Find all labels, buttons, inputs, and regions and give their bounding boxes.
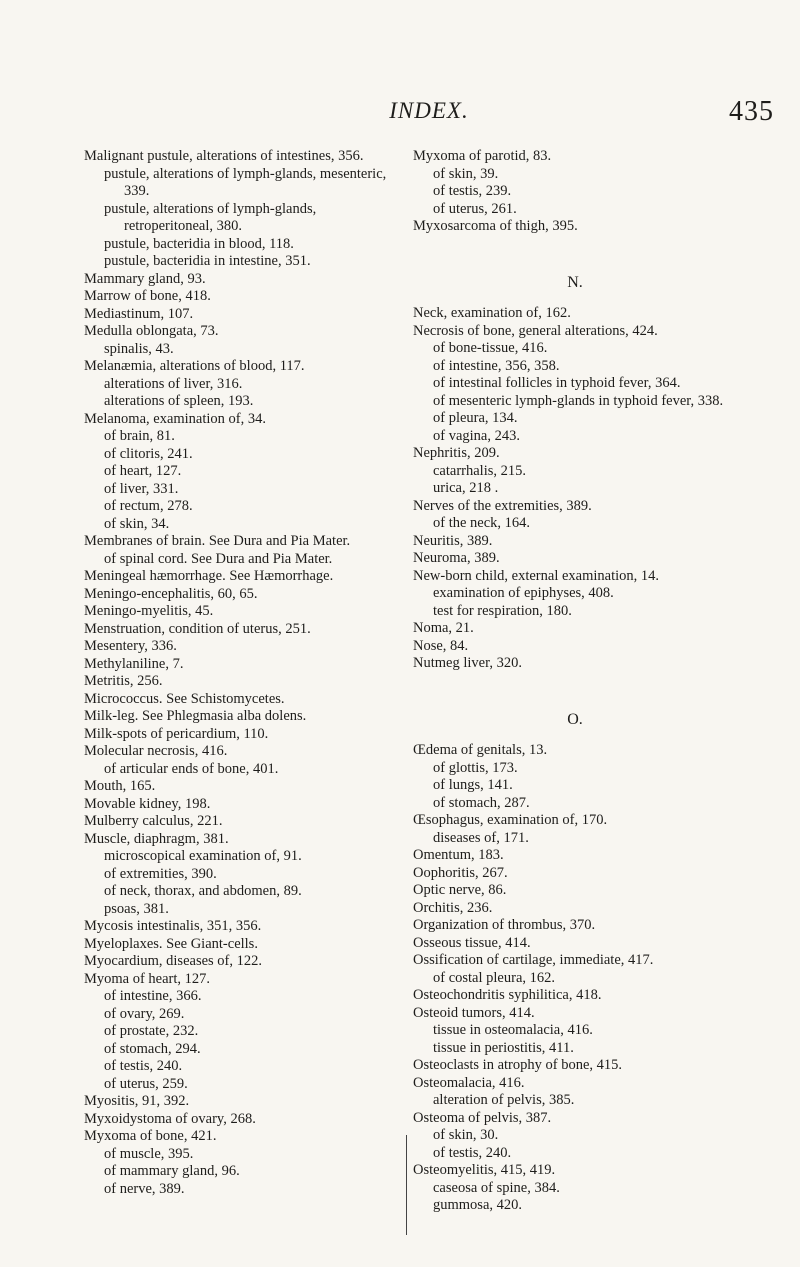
index-subentry: of skin, 34. <box>104 515 170 532</box>
index-subentry: alterations of spleen, 193. <box>104 393 254 409</box>
index-subentry: of stomach, 294. <box>104 1040 201 1057</box>
index-entry: Omentum, 183. <box>413 847 504 863</box>
index-entry: Metritis, 256. <box>84 673 163 689</box>
index-subentry: of intestine, 356, 358. <box>433 357 560 374</box>
index-entry: Osteochondritis syphilitica, 418. <box>413 987 602 1003</box>
index-entry: Optic nerve, 86. <box>413 882 507 898</box>
index-entry: Medulla oblongata, 73. <box>84 323 219 339</box>
index-subentry: of muscle, 395. <box>104 1145 194 1162</box>
index-entry: Noma, 21. <box>413 620 474 636</box>
index-entry: Necrosis of bone, general alterations, 424. <box>413 322 658 339</box>
index-subentry: of prostate, 232. <box>104 1023 199 1039</box>
index-entry: Melanoma, examination of, 34. <box>84 410 267 427</box>
index-entry: Methylaniline, 7. <box>84 655 184 672</box>
index-entry: Movable kidney, 198. <box>84 795 211 812</box>
index-subentry: of bone-tissue, 416. <box>433 340 548 356</box>
index-subentry: of testis, 240. <box>104 1058 183 1074</box>
index-entry: Organization of thrombus, 370. <box>413 917 596 933</box>
index-subentry: pustule, alterations of lymph-glands, mesenteric, 339. <box>104 165 387 199</box>
index-entry: Orchitis, 236. <box>413 899 493 916</box>
index-entry: Osteoma of pelvis, 387. <box>413 1109 552 1126</box>
index-entry: Micrococcus. See Schistomycetes. <box>84 690 285 707</box>
index-subentry: of skin, 39. <box>433 165 499 182</box>
page-title: INDEX. <box>389 98 469 123</box>
index-subentry: pustule, bacteridia in intestine, 351. <box>104 253 311 269</box>
index-subentry: alteration of pelvis, 385. <box>433 1092 575 1108</box>
index-subentry: test for respiration, 180. <box>433 602 572 619</box>
index-entry: Osteoid tumors, 414. <box>413 1004 535 1021</box>
index-subentry: examination of epiphyses, 408. <box>433 585 614 601</box>
index-entry: Neuritis, 389. <box>413 532 493 549</box>
index-subentry: of uterus, 261. <box>433 200 517 217</box>
index-subentry: of spinal cord. See Dura and Pia Mater. <box>104 550 333 567</box>
index-entry: Nutmeg liver, 320. <box>413 655 522 671</box>
index-subentry: of glottis, 173. <box>433 759 518 776</box>
index-subentry: catarrhalis, 215. <box>433 462 527 479</box>
index-subentry: of stomach, 287. <box>433 794 530 811</box>
index-entry: Mulberry calculus, 221. <box>84 813 223 829</box>
index-section-m-continued <box>413 148 737 236</box>
index-subentry: urica, 218 . <box>433 480 499 496</box>
index-entry: Oophoritis, 267. <box>413 864 508 881</box>
index-subentry: of rectum, 278. <box>104 498 193 514</box>
index-entry: Milk-leg. See Phlegmasia alba dolens. <box>84 708 307 724</box>
index-subentry: psoas, 381. <box>104 900 169 917</box>
index-column-right <box>413 148 737 1215</box>
index-entry: Myxosarcoma of thigh, 395. <box>413 218 578 234</box>
index-subentry: of pleura, 134. <box>433 410 518 426</box>
index-subentry: of testis, 239. <box>433 183 512 199</box>
index-entry: Osseous tissue, 414. <box>413 934 531 951</box>
page-header <box>84 96 774 132</box>
index-subentry: of heart, 127. <box>104 463 182 479</box>
index-entry: Meningeal hæmorrhage. See Hæmorrhage. <box>84 568 334 584</box>
index-entry: Myositis, 91, 392. <box>84 1093 190 1109</box>
index-subentry: of mesenteric lymph-glands in typhoid fever, 338. <box>433 392 724 409</box>
index-entry: Myxoma of parotid, 83. <box>413 148 552 164</box>
index-entry: Œdema of genitals, 13. <box>413 742 548 758</box>
index-entry: Myocardium, diseases of, 122. <box>84 953 262 969</box>
index-subentry: of lungs, 141. <box>433 777 513 793</box>
index-subentry: microscopical examination of, 91. <box>104 848 302 864</box>
index-subentry: of the neck, 164. <box>433 515 531 531</box>
index-entry: Nerves of the extremities, 389. <box>413 497 592 514</box>
index-entry: Meningo-encephalitis, 60, 65. <box>84 585 258 602</box>
index-subentry: of articular ends of bone, 401. <box>104 760 279 777</box>
index-entry: Myeloplaxes. See Giant-cells. <box>84 935 258 952</box>
index-entry: Marrow of bone, 418. <box>84 288 211 304</box>
index-subentry: of clitoris, 241. <box>104 445 193 462</box>
index-entry: Osteomalacia, 416. <box>413 1074 525 1091</box>
index-entry: Myxoidystoma of ovary, 268. <box>84 1110 256 1127</box>
index-subentry: alterations of liver, 316. <box>104 375 243 392</box>
section-heading-n: N. <box>567 273 583 291</box>
index-entry: Neck, examination of, 162. <box>413 305 571 321</box>
index-subentry: of neck, thorax, and abdomen, 89. <box>104 883 302 899</box>
index-subentry: tissue in periostitis, 411. <box>433 1039 574 1056</box>
index-entry: Ossification of cartilage, immediate, 417. <box>413 952 654 968</box>
index-column-left <box>84 148 402 1198</box>
index-entry: Neuroma, 389. <box>413 550 500 566</box>
index-entry: Membranes of brain. See Dura and Pia Mater. <box>84 533 351 549</box>
index-entry: Mediastinum, 107. <box>84 305 194 322</box>
index-entry: Osteomyelitis, 415, 419. <box>413 1162 556 1178</box>
index-entry: New-born child, external examination, 14. <box>413 567 660 584</box>
index-subentry: of intestine, 366. <box>104 988 202 1004</box>
index-subentry: of nerve, 389. <box>104 1180 185 1197</box>
index-subentry: of skin, 30. <box>433 1127 499 1143</box>
index-entry: Œsophagus, examination of, 170. <box>413 812 608 828</box>
index-subentry: of intestinal follicles in typhoid fever, 364. <box>433 375 681 391</box>
index-subentry: pustule, alterations of lymph-glands, retroperitoneal, 380. <box>104 200 317 234</box>
index-subentry: of uterus, 259. <box>104 1075 188 1092</box>
index-entry: Nose, 84. <box>413 637 469 654</box>
index-subentry: diseases of, 171. <box>433 829 529 846</box>
index-entry: Meningo-myelitis, 45. <box>84 603 214 619</box>
index-entry: Myxoma of bone, 421. <box>84 1128 217 1144</box>
index-entry: Myoma of heart, 127. <box>84 970 211 987</box>
index-section-n <box>413 305 737 673</box>
index-entry: Muscle, diaphragm, 381. <box>84 830 229 847</box>
index-entry: Osteoclasts in atrophy of bone, 415. <box>413 1057 623 1073</box>
index-entry: Mycosis intestinalis, 351, 356. <box>84 918 262 934</box>
index-entry: Mammary gland, 93. <box>84 270 206 287</box>
index-subentry: spinalis, 43. <box>104 340 174 357</box>
index-subentry: of brain, 81. <box>104 428 175 444</box>
index-subentry: of vagina, 243. <box>433 427 520 444</box>
index-entry: Malignant pustule, alterations of intestines, 356. <box>84 148 364 164</box>
index-subentry: of costal pleura, 162. <box>433 969 556 986</box>
section-heading-o: O. <box>567 710 583 728</box>
index-entry: Melanæmia, alterations of blood, 117. <box>84 358 305 374</box>
index-entry: Mouth, 165. <box>84 778 156 794</box>
index-entry: Milk-spots of pericardium, 110. <box>84 725 269 742</box>
index-subentry: caseosa of spine, 384. <box>433 1179 560 1196</box>
index-subentry: of testis, 240. <box>433 1144 512 1161</box>
index-subentry: of mammary gland, 96. <box>104 1163 240 1179</box>
index-entry: Molecular necrosis, 416. <box>84 743 228 759</box>
index-subentry: of ovary, 269. <box>104 1005 185 1022</box>
index-entry: Nephritis, 209. <box>413 445 500 461</box>
page-number: 435 <box>729 96 774 127</box>
index-entry: Menstruation, condition of uterus, 251. <box>84 620 311 637</box>
index-subentry: gummosa, 420. <box>433 1197 523 1213</box>
index-entry: Mesentery, 336. <box>84 638 177 654</box>
index-subentry: of extremities, 390. <box>104 865 217 882</box>
index-section-o <box>413 742 737 1215</box>
column-rule <box>406 1135 407 1235</box>
index-subentry: tissue in osteomalacia, 416. <box>433 1022 593 1038</box>
index-subentry: of liver, 331. <box>104 480 179 497</box>
index-subentry: pustule, bacteridia in blood, 118. <box>104 235 294 252</box>
